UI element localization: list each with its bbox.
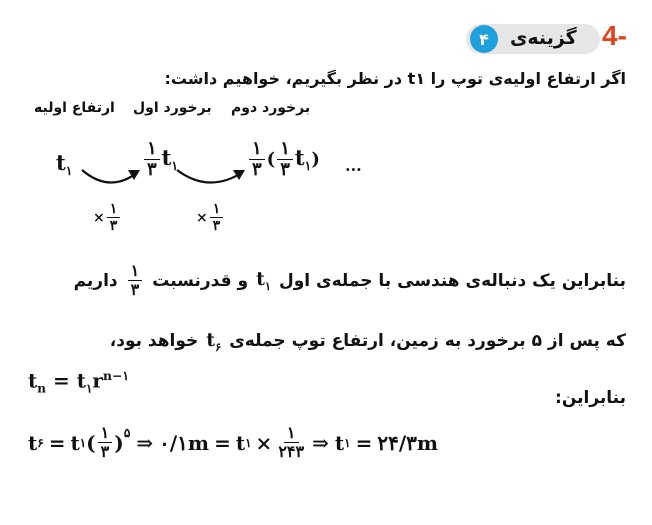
option-number-badge: [470, 25, 498, 53]
general-term-formula: $t_n = t_۱r^{n-۱}$: [28, 368, 129, 396]
option-number: ۴: [479, 29, 489, 49]
multiplier-1: × $\frac{۱}{۳}$: [93, 202, 122, 233]
option-label: گزینه‌ی: [510, 27, 577, 49]
ellipsis: ...: [345, 156, 362, 175]
intro-line: اگر ارتفاع اولیه‌ی توپ را t۱ در نظر بگیریم، خواهیم داشت:: [164, 69, 626, 88]
arrow-2-icon: [171, 162, 251, 202]
label-first-bounce: برخورد اول: [133, 100, 212, 116]
question-number: 4-: [602, 20, 627, 51]
final-formula: t ۶ = t ۱ ( $\frac{۱}{۳}$ ) $^۵$ ⇒ ۰/۱m = t ۱ × $\frac{۱}{۲۴۳}$ ⇒ t ۱ = ۲۴/۳m: [28, 423, 439, 461]
term-t1: $t_۱$: [56, 150, 73, 179]
term-third-t1: $\frac{۱}{۳}$ $t_۱$: [142, 140, 178, 179]
body-line-3: بنابراین:: [555, 388, 626, 408]
multiplier-2: × $\frac{۱}{۳}$: [196, 202, 225, 233]
body-line-1: بنابراین یک دنباله‌ی هندسی با جمله‌ی اول $t_۱$ و قدرنسبت $\frac{۱}{۳}$ داریم: [73, 261, 626, 299]
term-ninth-t1: $\frac{۱}{۳}$ ( $\frac{۱}{۳}$ $t_۱$ ): [247, 140, 320, 179]
label-initial-height: ارتفاع اولیه: [34, 100, 115, 116]
body-line-2: که پس از ۵ برخورد به زمین، ارتفاع توپ جمله‌ی $t_۶$ خواهد بود،: [109, 329, 626, 354]
label-second-bounce: برخورد دوم: [231, 100, 311, 116]
arrow-1-icon: [76, 162, 146, 202]
